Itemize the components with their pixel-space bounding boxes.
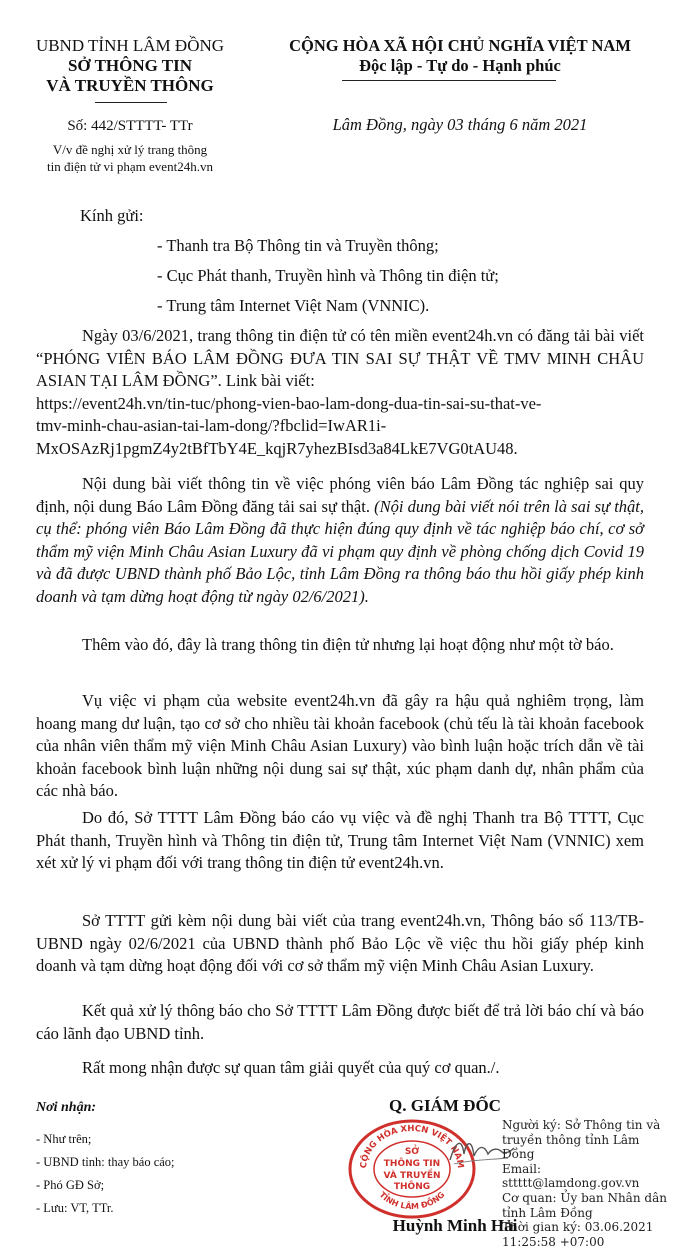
recipient-item: - Trung tâm Internet Việt Nam (VNNIC).	[157, 296, 430, 315]
document-subject	[20, 141, 240, 175]
recipients-title: Nơi nhận:	[36, 1100, 97, 1115]
digital-signature-line: Thời gian ký: 03.06.2021	[502, 1220, 654, 1235]
recipients-list	[36, 1128, 175, 1220]
link-line: MxOSAzRj1pgmZ4y2tBfTbY4E_kqjR7yhezBIsd3a84LkE7VG0tAU48.	[36, 438, 518, 458]
agency-underline	[95, 102, 167, 103]
recipients-list-item: - Như trên;	[36, 1132, 92, 1146]
paragraph-8	[36, 1057, 644, 1080]
seal-inner-text: THÔNG	[393, 1182, 431, 1192]
seal-outer-text: CỘNG HÒA XHCN VIỆT NAM	[358, 1123, 466, 1169]
signatory-title: Q. GIÁM ĐỐC	[389, 1096, 501, 1115]
recipient-item: - Thanh tra Bộ Thông tin và Truyền thông;	[157, 236, 439, 255]
paragraph-7	[36, 1000, 644, 1045]
paragraph-6	[36, 910, 644, 978]
motto-underline	[342, 80, 556, 81]
link-line: https://event24h.vn/tin-tuc/phong-vien-bao-lam-dong-dua-tin-sai-su-that-ve-	[36, 393, 542, 413]
document-number: Số: 442/STTTT- TTr	[67, 118, 193, 134]
paragraph-2	[36, 473, 644, 608]
article-link	[36, 393, 644, 461]
greeting: Kính gửi:	[80, 206, 144, 225]
signer-name: Huỳnh Minh Hải	[392, 1216, 518, 1235]
paragraph-4	[36, 690, 644, 803]
paragraph-text: Rất mong nhận được sự quan tâm giải quyết của quý cơ quan./.	[82, 1058, 500, 1077]
digital-signature-line: Email: sttttt@lamdong.gov.vn	[502, 1161, 640, 1191]
digital-signature-line: 11:25:58 +07:00	[502, 1234, 605, 1249]
agency-name-line1: SỞ THÔNG TIN	[67, 56, 193, 75]
paragraph-1	[36, 325, 644, 460]
seal-inner-text: VÀ TRUYỀN	[383, 1171, 441, 1181]
digital-signature-line: tỉnh Lâm Đồng	[502, 1205, 593, 1220]
paragraph-5	[36, 807, 644, 875]
agency-name-line2: VÀ TRUYỀN THÔNG	[46, 76, 214, 95]
nation-name: CỘNG HÒA XÃ HỘI CHỦ NGHĨA VIỆT NAM	[289, 36, 631, 55]
digital-signature-line: truyền thông tỉnh Lâm Đồng	[502, 1132, 640, 1162]
recipient-item: - Cục Phát thanh, Truyền hình và Thông tin điện tử;	[157, 266, 499, 285]
subject-line: tin điện tử vi phạm event24h.vn	[47, 159, 213, 174]
digital-signature-line: Người ký: Sở Thông tin và	[502, 1118, 661, 1132]
issuing-agency	[20, 36, 240, 96]
place-date: Lâm Đồng, ngày 03 tháng 6 năm 2021	[332, 115, 588, 134]
seal-inner-text: SỞ	[404, 1147, 420, 1157]
paragraph-text: Thêm vào đó, đây là trang thông tin điện tử nhưng lại hoạt động như một tờ báo.	[82, 635, 614, 654]
paragraph-italic-note: (Nội dung bài viết nói trên là sai sự thật, cụ thể: phóng viên Báo Lâm Đồng đã thực hiện đúng quy định về tác nghiệp báo chí, cơ sở thẩm mỹ viện Minh Châu Asian Luxury đã vi phạm quy định về phòng chống dịch Covid 19 và đã được UBND thành phố Bảo Lộc, tỉnh Lâm Đồng ra thông báo thu hồi giấy phép kinh doanh và tạm dừng hoạt động từ ngày 02/6/2021).	[36, 496, 644, 606]
digital-signature-line: Cơ quan: Ủy ban Nhân dân	[502, 1190, 667, 1205]
seal-bottom-text: TỈNH LÂM ĐỒNG	[377, 1190, 447, 1212]
paragraph-3	[36, 634, 644, 657]
subject-line: V/v đề nghị xử lý trang thông	[52, 142, 208, 157]
national-title	[250, 36, 670, 76]
link-line: tmv-minh-chau-asian-tai-lam-dong/?fbclid=IwAR1i-	[36, 416, 387, 435]
recipients-list-item: - Phó GĐ Sở;	[36, 1178, 105, 1192]
recipients-list-item: - UBND tỉnh: thay báo cáo;	[36, 1155, 175, 1169]
recipients-list-item: - Lưu: VT, TTr.	[36, 1201, 114, 1215]
paragraph-text: Nội dung bài viết thông tin về việc phóng viên báo Lâm Đồng tác nghiệp sai quy định, nội dung Báo Lâm Đồng đăng tải sai sự thật.	[36, 474, 644, 516]
seal-inner-text: THÔNG TIN	[383, 1159, 441, 1169]
nation-motto: Độc lập - Tự do - Hạnh phúc	[359, 56, 561, 75]
agency-parent: UBND TỈNH LÂM ĐỒNG	[35, 36, 225, 55]
paragraph-text: Kết quả xử lý thông báo cho Sở TTTT Lâm Đồng được biết để trả lời báo chí và báo cáo lãnh đạo UBND tỉnh.	[36, 1001, 644, 1043]
paragraph-text: Sở TTTT gửi kèm nội dung bài viết của trang event24h.vn, Thông báo số 113/TB-UBND ngày 02/6/2021 của UBND thành phố Bảo Lộc về việc thu hồi giấy phép kinh doanh và tạm dừng hoạt động đối với cơ sở thẩm mỹ viện Minh Châu Asian Luxury.	[36, 911, 644, 975]
paragraph-text: Do đó, Sở TTTT Lâm Đồng báo cáo vụ việc và đề nghị Thanh tra Bộ TTTT, Cục Phát thanh, Truyền hình và Thông tin điện tử, Trung tâm Internet Việt Nam (VNNIC) xem xét xử lý vi phạm đối với trang thông tin điện tử event24h.vn.	[36, 808, 644, 872]
paragraph-text: Ngày 03/6/2021, trang thông tin điện tử có tên miền event24h.vn có đăng tải bài viết “PHÓNG VIÊN BÁO LÂM ĐỒNG ĐƯA TIN SAI SỰ THẬT VỀ TMV MINH CHÂU ASIAN TẠI LÂM ĐỒNG”. Link bài viết:	[36, 326, 644, 390]
paragraph-text: Vụ việc vi phạm của website event24h.vn đã gây ra hậu quả nghiêm trọng, làm hoang mang dư luận, tạo cơ sở cho nhiều tài khoản facebook (chủ tếu là tài khoản facebook của nhân viên thẩm mỹ viện Minh Châu Asian Luxury) vào bình luận hoặc trích dẫn về tài khoản facebook bình luận những nội dung sai sự thật, xúc phạm danh dự, nhân phẩm của các nhà báo.	[36, 691, 644, 800]
